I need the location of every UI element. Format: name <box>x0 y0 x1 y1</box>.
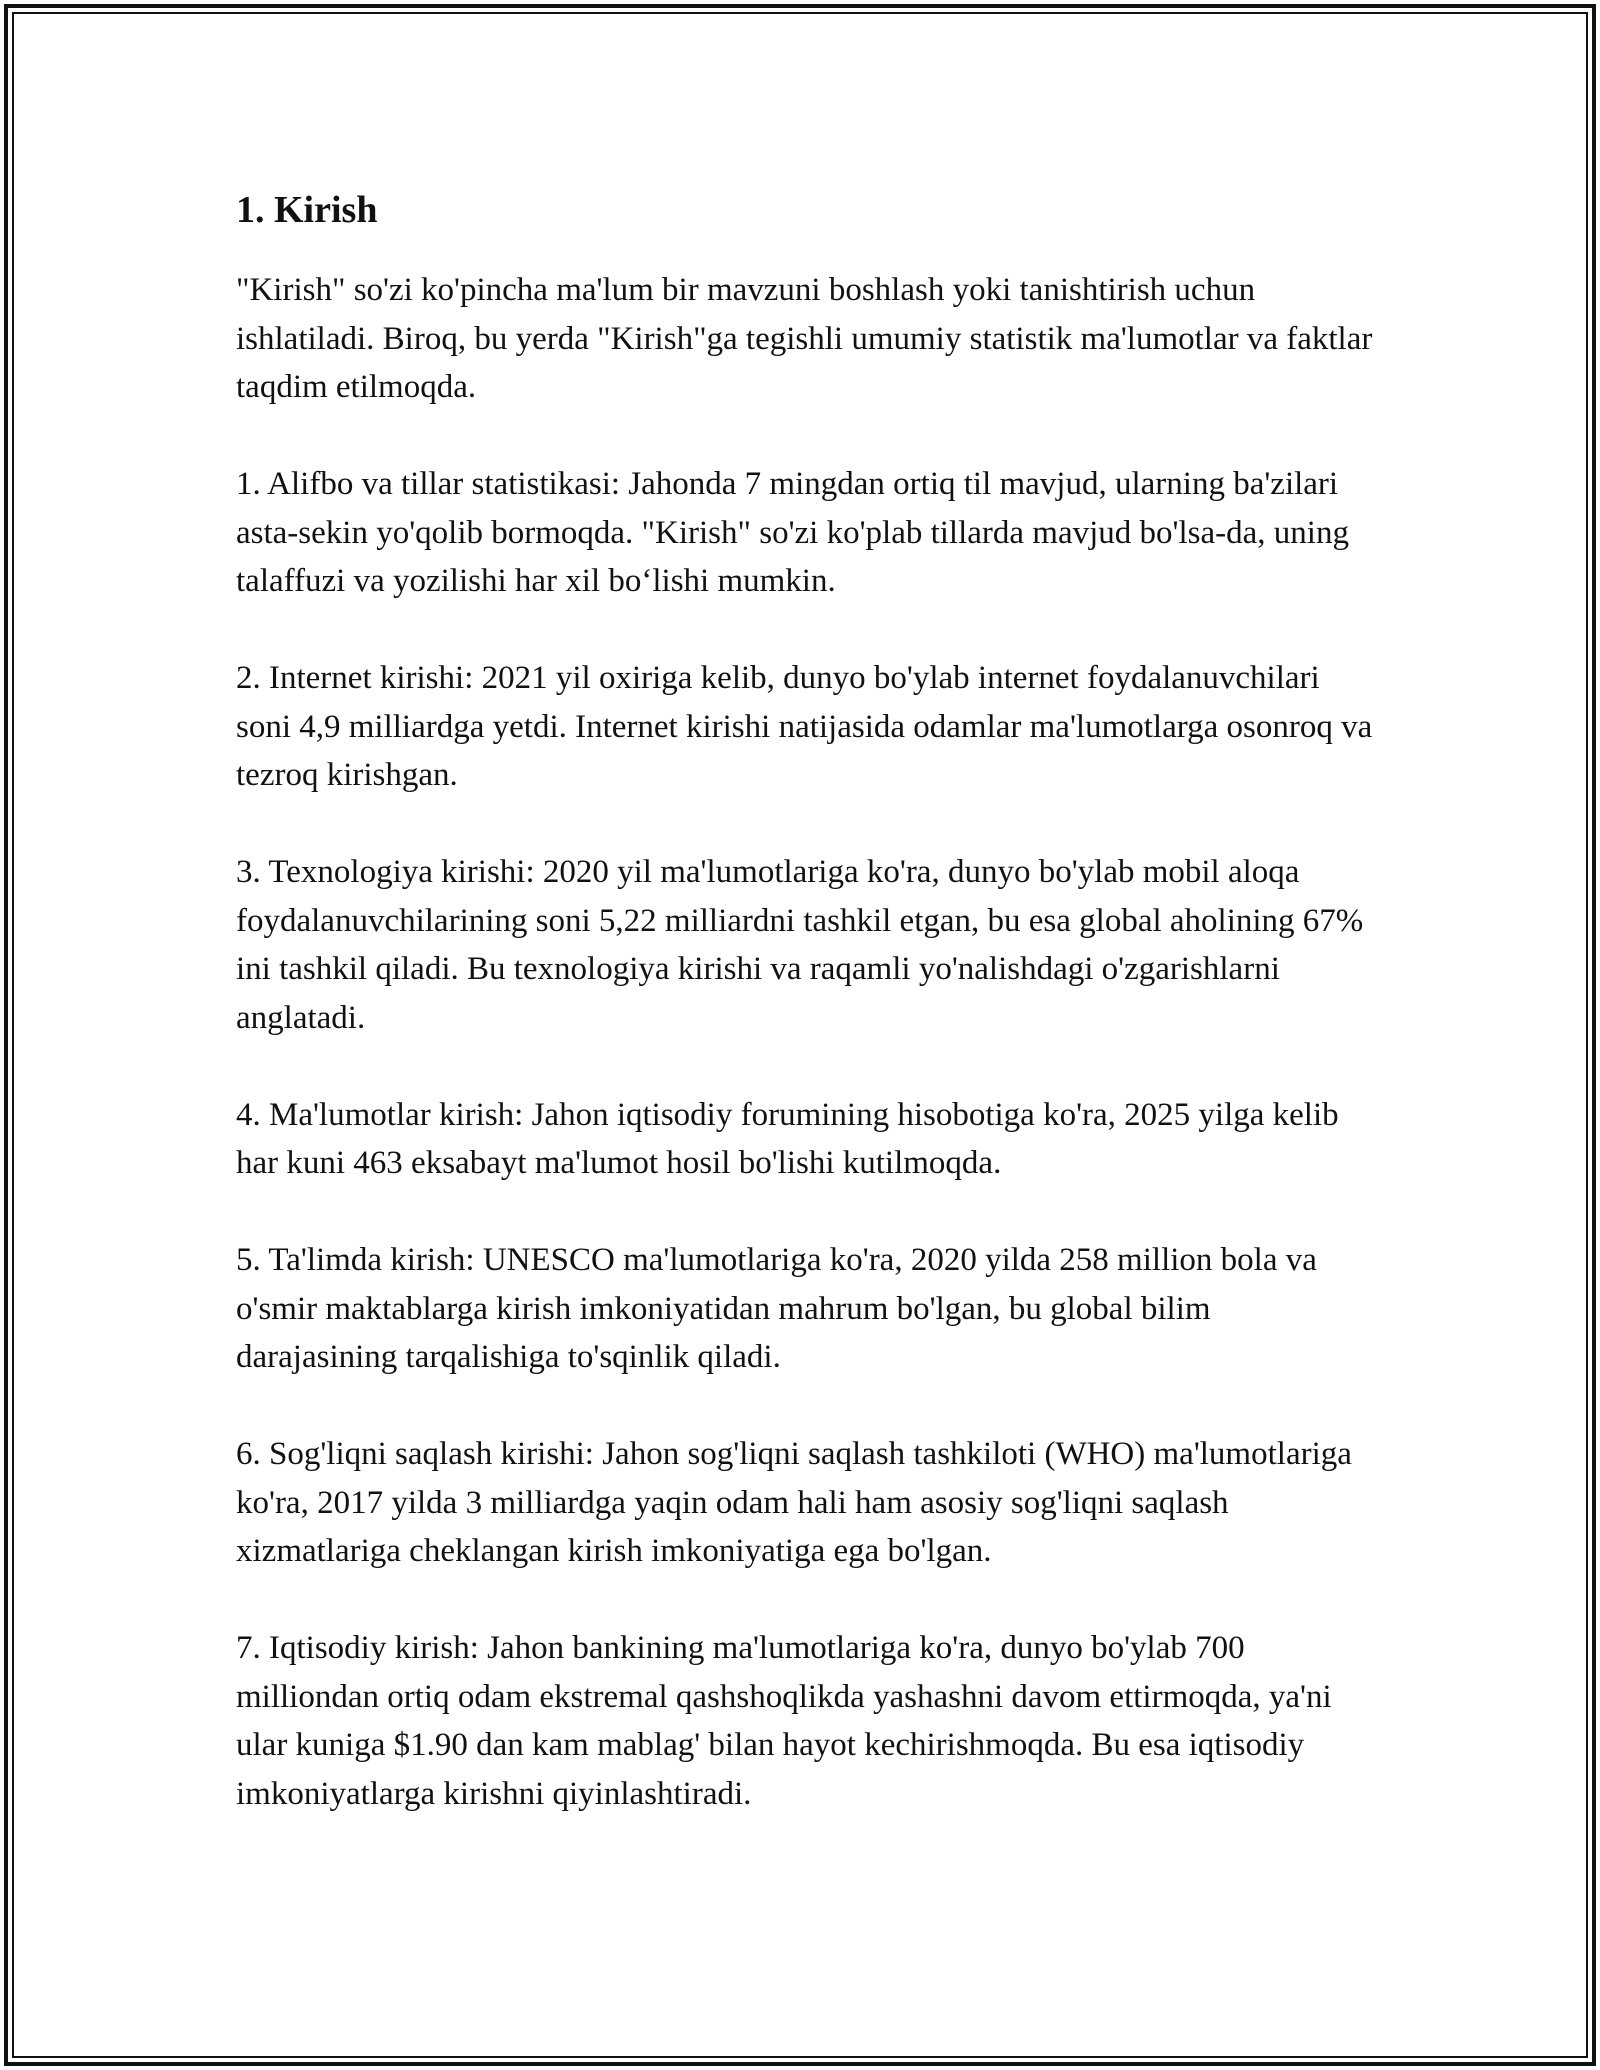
section-heading: 1. Kirish <box>236 189 378 231</box>
document-body <box>236 186 1376 1867</box>
paragraph-healthcare-access: 6. Sog'liqni saqlash kirishi: Jahon sog'liqni saqlash tashkiloti (WHO) ma'lumotlariga ko'ra, 2017 yilda 3 milliardga yaqin odam hali ham asosiy sog'liqni saqlash xizmatlariga cheklangan kirish imkoniyatiga ega bo'lgan. <box>236 1436 1352 1569</box>
intro-paragraph: "Kirish" so'zi ko'pincha ma'lum bir mavzuni boshlash yoki tanishtirish uchun ishlatiladi. Biroq, bu yerda "Kirish"ga tegishli umumiy statistik ma'lumotlar va faktlar taqdim etilmoqda. <box>236 272 1373 405</box>
paragraph-economic-access: 7. Iqtisodiy kirish: Jahon bankining ma'lumotlariga ko'ra, dunyo bo'ylab 700 milliondan ortiq odam ekstremal qashshoqlikda yashashni davom ettirmoqda, ya'ni ular kuniga $1.90 dan kam mablag' bilan hayot kechirishmoqda. Bu esa iqtisodiy imkoniyatlarga kirishni qiyinlashtiradi. <box>236 1630 1332 1812</box>
paragraph-data-access: 4. Ma'lumotlar kirish: Jahon iqtisodiy forumining hisobotiga ko'ra, 2025 yilga kelib har kuni 463 eksabayt ma'lumot hosil bo'lishi kutilmoqda. <box>236 1096 1339 1181</box>
paragraph-alphabet-languages: 1. Alifbo va tillar statistikasi: Jahonda 7 mingdan ortiq til mavjud, ularning ba'zilari asta-sekin yo'qolib bormoqda. "Kirish" so'zi ko'plab tillarda mavjud bo'lsa-da, uning talaffuzi va yozilishi har xil bo‘lishi mumkin. <box>236 466 1349 599</box>
paragraph-technology-access: 3. Texnologiya kirishi: 2020 yil ma'lumotlariga ko'ra, dunyo bo'ylab mobil aloqa foydalanuvchilarining soni 5,22 milliardni tashkil etgan, bu esa global aholining 67% ini tashkil qiladi. Bu texnologiya kirishi va raqamli yo'nalishdagi o'zgarishlarni anglatadi. <box>236 854 1364 1036</box>
paragraph-internet-access: 2. Internet kirishi: 2021 yil oxiriga kelib, dunyo bo'ylab internet foydalanuvchilari soni 4,9 milliardga yetdi. Internet kirishi natijasida odamlar ma'lumotlarga osonroq va tezroq kirishgan. <box>236 660 1373 793</box>
paragraph-education-access: 5. Ta'limda kirish: UNESCO ma'lumotlariga ko'ra, 2020 yilda 258 million bola va o'smir maktablarga kirish imkoniyatidan mahrum bo'lgan, bu global bilim darajasining tarqalishiga to'sqinlik qiladi. <box>236 1242 1317 1375</box>
